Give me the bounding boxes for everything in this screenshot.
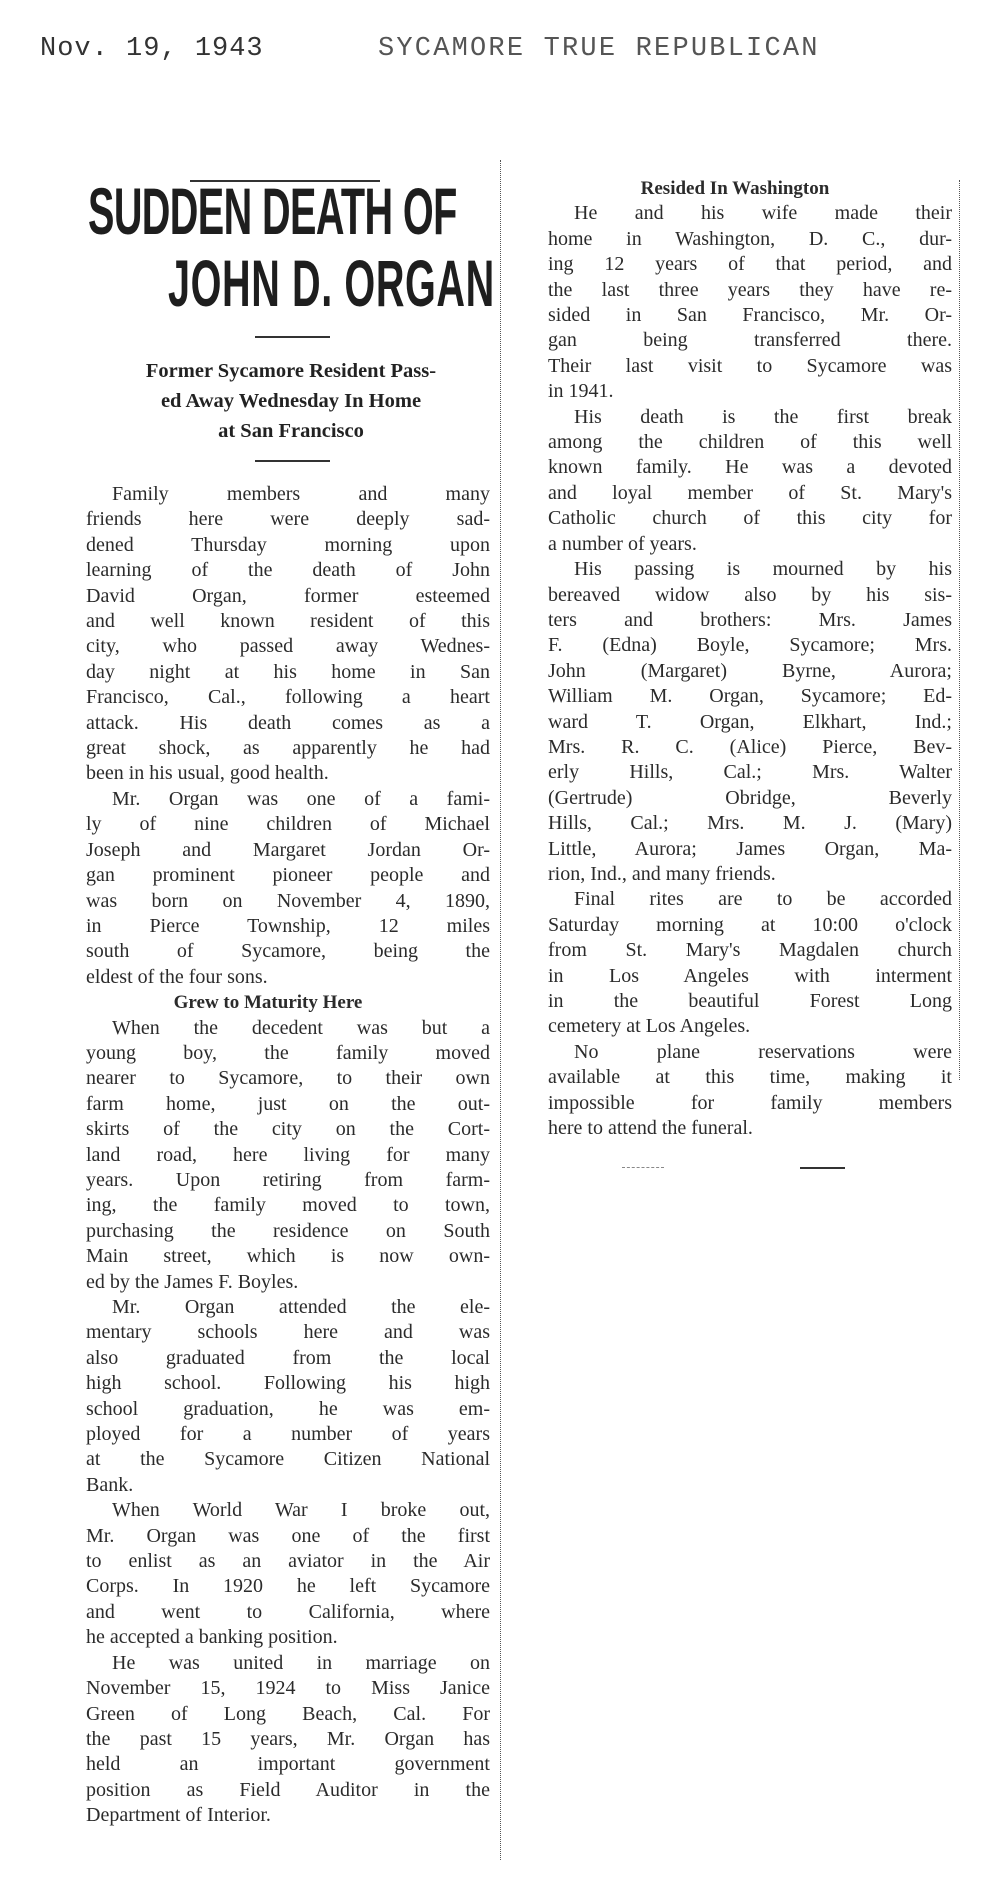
text-line: David Organ, former esteemed [86, 584, 490, 607]
paragraph [548, 405, 952, 557]
text-line: Little, Aurora; James Organ, Ma- [548, 837, 952, 860]
clipping-date: Nov. 19, 1943 [40, 34, 264, 64]
text-line: south of Sycamore, being the [86, 940, 490, 963]
text-line: known family. He was a devoted [548, 456, 952, 479]
text-line: Green of Long Beach, Cal. For [86, 1702, 490, 1725]
paragraph [86, 787, 490, 990]
column-rule-right [959, 180, 960, 1080]
column-rule-left [500, 160, 501, 1860]
newspaper-name: SYCAMORE TRUE REPUBLICAN [378, 34, 820, 64]
text-line: William M. Organ, Sycamore; Ed- [548, 685, 952, 708]
article-column-right [548, 176, 952, 1141]
text-line: the past 15 years, Mr. Organ has [86, 1727, 490, 1750]
text-line: Department of Interior. [86, 1804, 271, 1827]
text-line: home in Washington, D. C., dur- [548, 227, 952, 250]
text-line: in Pierce Township, 12 miles [86, 914, 490, 937]
text-line: city, who passed away Wednes- [86, 635, 490, 658]
text-line: he accepted a banking position. [86, 1626, 338, 1649]
text-line: Final rites are to be accorded [574, 888, 952, 911]
paragraph [86, 1498, 490, 1650]
section-heading: Grew to Maturity Here [173, 992, 363, 1014]
text-line: years. Upon retiring from farm- [86, 1168, 490, 1191]
text-line: the last three years they have re- [548, 278, 952, 301]
text-line: F. (Edna) Boyle, Sycamore; Mrs. [548, 634, 952, 657]
subheadline [88, 356, 494, 446]
text-line: mentary schools here and was [86, 1321, 490, 1344]
text-line: been in his usual, good health. [86, 762, 329, 785]
section-heading: Resided In Washington [640, 178, 830, 199]
text-line: When World War I broke out, [112, 1499, 490, 1522]
text-line: rion, Ind., and many friends. [548, 862, 776, 885]
text-line: ward T. Organ, Elkhart, Ind.; [548, 710, 952, 733]
text-line: Saturday morning at 10:00 o'clock [548, 913, 952, 936]
paragraph [548, 1040, 952, 1142]
text-line: Joseph and Margaret Jordan Or- [86, 838, 490, 861]
text-line: Family members and many [112, 483, 490, 505]
text-line: high school. Following his high [86, 1372, 490, 1395]
text-line: ly of nine children of Michael [86, 813, 490, 836]
text-line: Francisco, Cal., following a heart [86, 686, 490, 709]
text-line: young boy, the family moved [86, 1041, 490, 1064]
text-line: erly Hills, Cal.; Mrs. Walter [548, 761, 952, 784]
text-line: day night at his home in San [86, 660, 490, 683]
text-line: here to attend the funeral. [548, 1117, 753, 1140]
text-line: also graduated from the local [86, 1346, 490, 1369]
text-line: at the Sycamore Citizen National [86, 1448, 490, 1471]
text-line: When the decedent was but a [112, 1016, 490, 1039]
text-line: from St. Mary's Magdalen church [548, 939, 952, 962]
text-line: among the children of this well [548, 431, 952, 454]
subheadline-line: at San Francisco [218, 420, 364, 442]
paragraph [86, 1016, 490, 1295]
text-line: learning of the death of John [86, 559, 490, 582]
text-line: bereaved widow also by his sis- [548, 583, 952, 606]
text-line: nearer to Sycamore, to their own [86, 1067, 490, 1090]
headline-line-2: JOHN D. ORGAN [168, 246, 495, 320]
subheadline-line: Former Sycamore Resident Pass- [145, 360, 437, 382]
text-line: was born on November 4, 1890, [86, 889, 490, 912]
text-line: and loyal member of St. Mary's [548, 481, 952, 504]
subheadline-divider [255, 460, 330, 462]
text-line: great shock, as apparently he had [86, 737, 490, 760]
paragraph [86, 1651, 490, 1829]
text-line: Mrs. R. C. (Alice) Pierce, Bev- [548, 735, 952, 758]
text-line: ed by the James F. Boyles. [86, 1270, 299, 1293]
paragraph [86, 482, 490, 787]
text-line: (Gertrude) Obridge, Beverly [548, 786, 952, 809]
text-line: eldest of the four sons. [86, 965, 268, 988]
text-line: November 15, 1924 to Miss Janice [86, 1677, 490, 1700]
text-line: Mr. Organ was one of the first [86, 1524, 490, 1547]
text-line: Main street, which is now own- [86, 1245, 490, 1268]
text-line: friends here were deeply sad- [86, 508, 490, 531]
text-line: to enlist as an aviator in the Air [86, 1550, 490, 1573]
text-line: held an important government [86, 1753, 490, 1776]
text-line: Hills, Cal.; Mrs. M. J. (Mary) [548, 812, 952, 835]
text-line: sided in San Francisco, Mr. Or- [548, 304, 952, 327]
text-line: His passing is mourned by his [574, 558, 952, 581]
text-line: available at this time, making it [548, 1066, 952, 1089]
text-line: land road, here living for many [86, 1143, 490, 1166]
text-line: in 1941. [548, 380, 614, 403]
text-line: attack. His death comes as a [86, 711, 490, 734]
text-line: Catholic church of this city for [548, 507, 952, 530]
text-line: in the beautiful Forest Long [548, 990, 952, 1012]
paragraph [86, 1295, 490, 1498]
text-line: skirts of the city on the Cort- [86, 1118, 490, 1141]
text-line: He and his wife made their [574, 202, 952, 225]
text-line: impossible for family members [548, 1091, 952, 1114]
text-line: ing 12 years of that period, and [548, 253, 952, 276]
text-line: position as Field Auditor in the [86, 1778, 490, 1801]
text-line: ing, the family moved to town, [86, 1194, 490, 1217]
text-line: No plane reservations were [574, 1040, 952, 1063]
text-line: Corps. In 1920 he left Sycamore [86, 1575, 490, 1598]
text-line: dened Thursday morning upon [86, 533, 490, 556]
text-line: Bank. [86, 1473, 134, 1496]
text-line: and went to California, where [86, 1600, 490, 1623]
text-line: Mr. Organ attended the ele- [112, 1296, 490, 1318]
text-line: in Los Angeles with interment [548, 964, 952, 987]
text-line: gan being transferred there. [548, 329, 952, 352]
text-line: gan prominent pioneer people and [86, 864, 490, 887]
text-line: He was united in marriage on [112, 1651, 490, 1674]
text-line: and well known resident of this [86, 610, 490, 633]
text-line: Mr. Organ was one of a fami- [112, 787, 490, 810]
text-line: a number of years. [548, 532, 697, 555]
text-line: farm home, just on the out- [86, 1092, 490, 1115]
text-line: purchasing the residence on South [86, 1219, 490, 1242]
text-line: ters and brothers: Mrs. James [548, 608, 952, 631]
end-divider-faint [622, 1167, 664, 1168]
paragraph [548, 557, 952, 887]
paragraph [548, 201, 952, 404]
text-line: Their last visit to Sycamore was [548, 354, 952, 377]
article-column-left [86, 482, 490, 1829]
subheadline-line: ed Away Wednesday In Home [160, 390, 422, 412]
text-line: His death is the first break [574, 405, 952, 428]
paragraph [548, 887, 952, 1039]
headline-divider [255, 336, 330, 338]
text-line: school graduation, he was em- [86, 1397, 490, 1420]
text-line: ployed for a number of years [86, 1423, 490, 1446]
text-line: John (Margaret) Byrne, Aurora; [548, 659, 952, 682]
text-line: cemetery at Los Angeles. [548, 1015, 751, 1038]
end-divider [800, 1167, 845, 1169]
headline-line-1: SUDDEN DEATH OF [88, 174, 457, 248]
